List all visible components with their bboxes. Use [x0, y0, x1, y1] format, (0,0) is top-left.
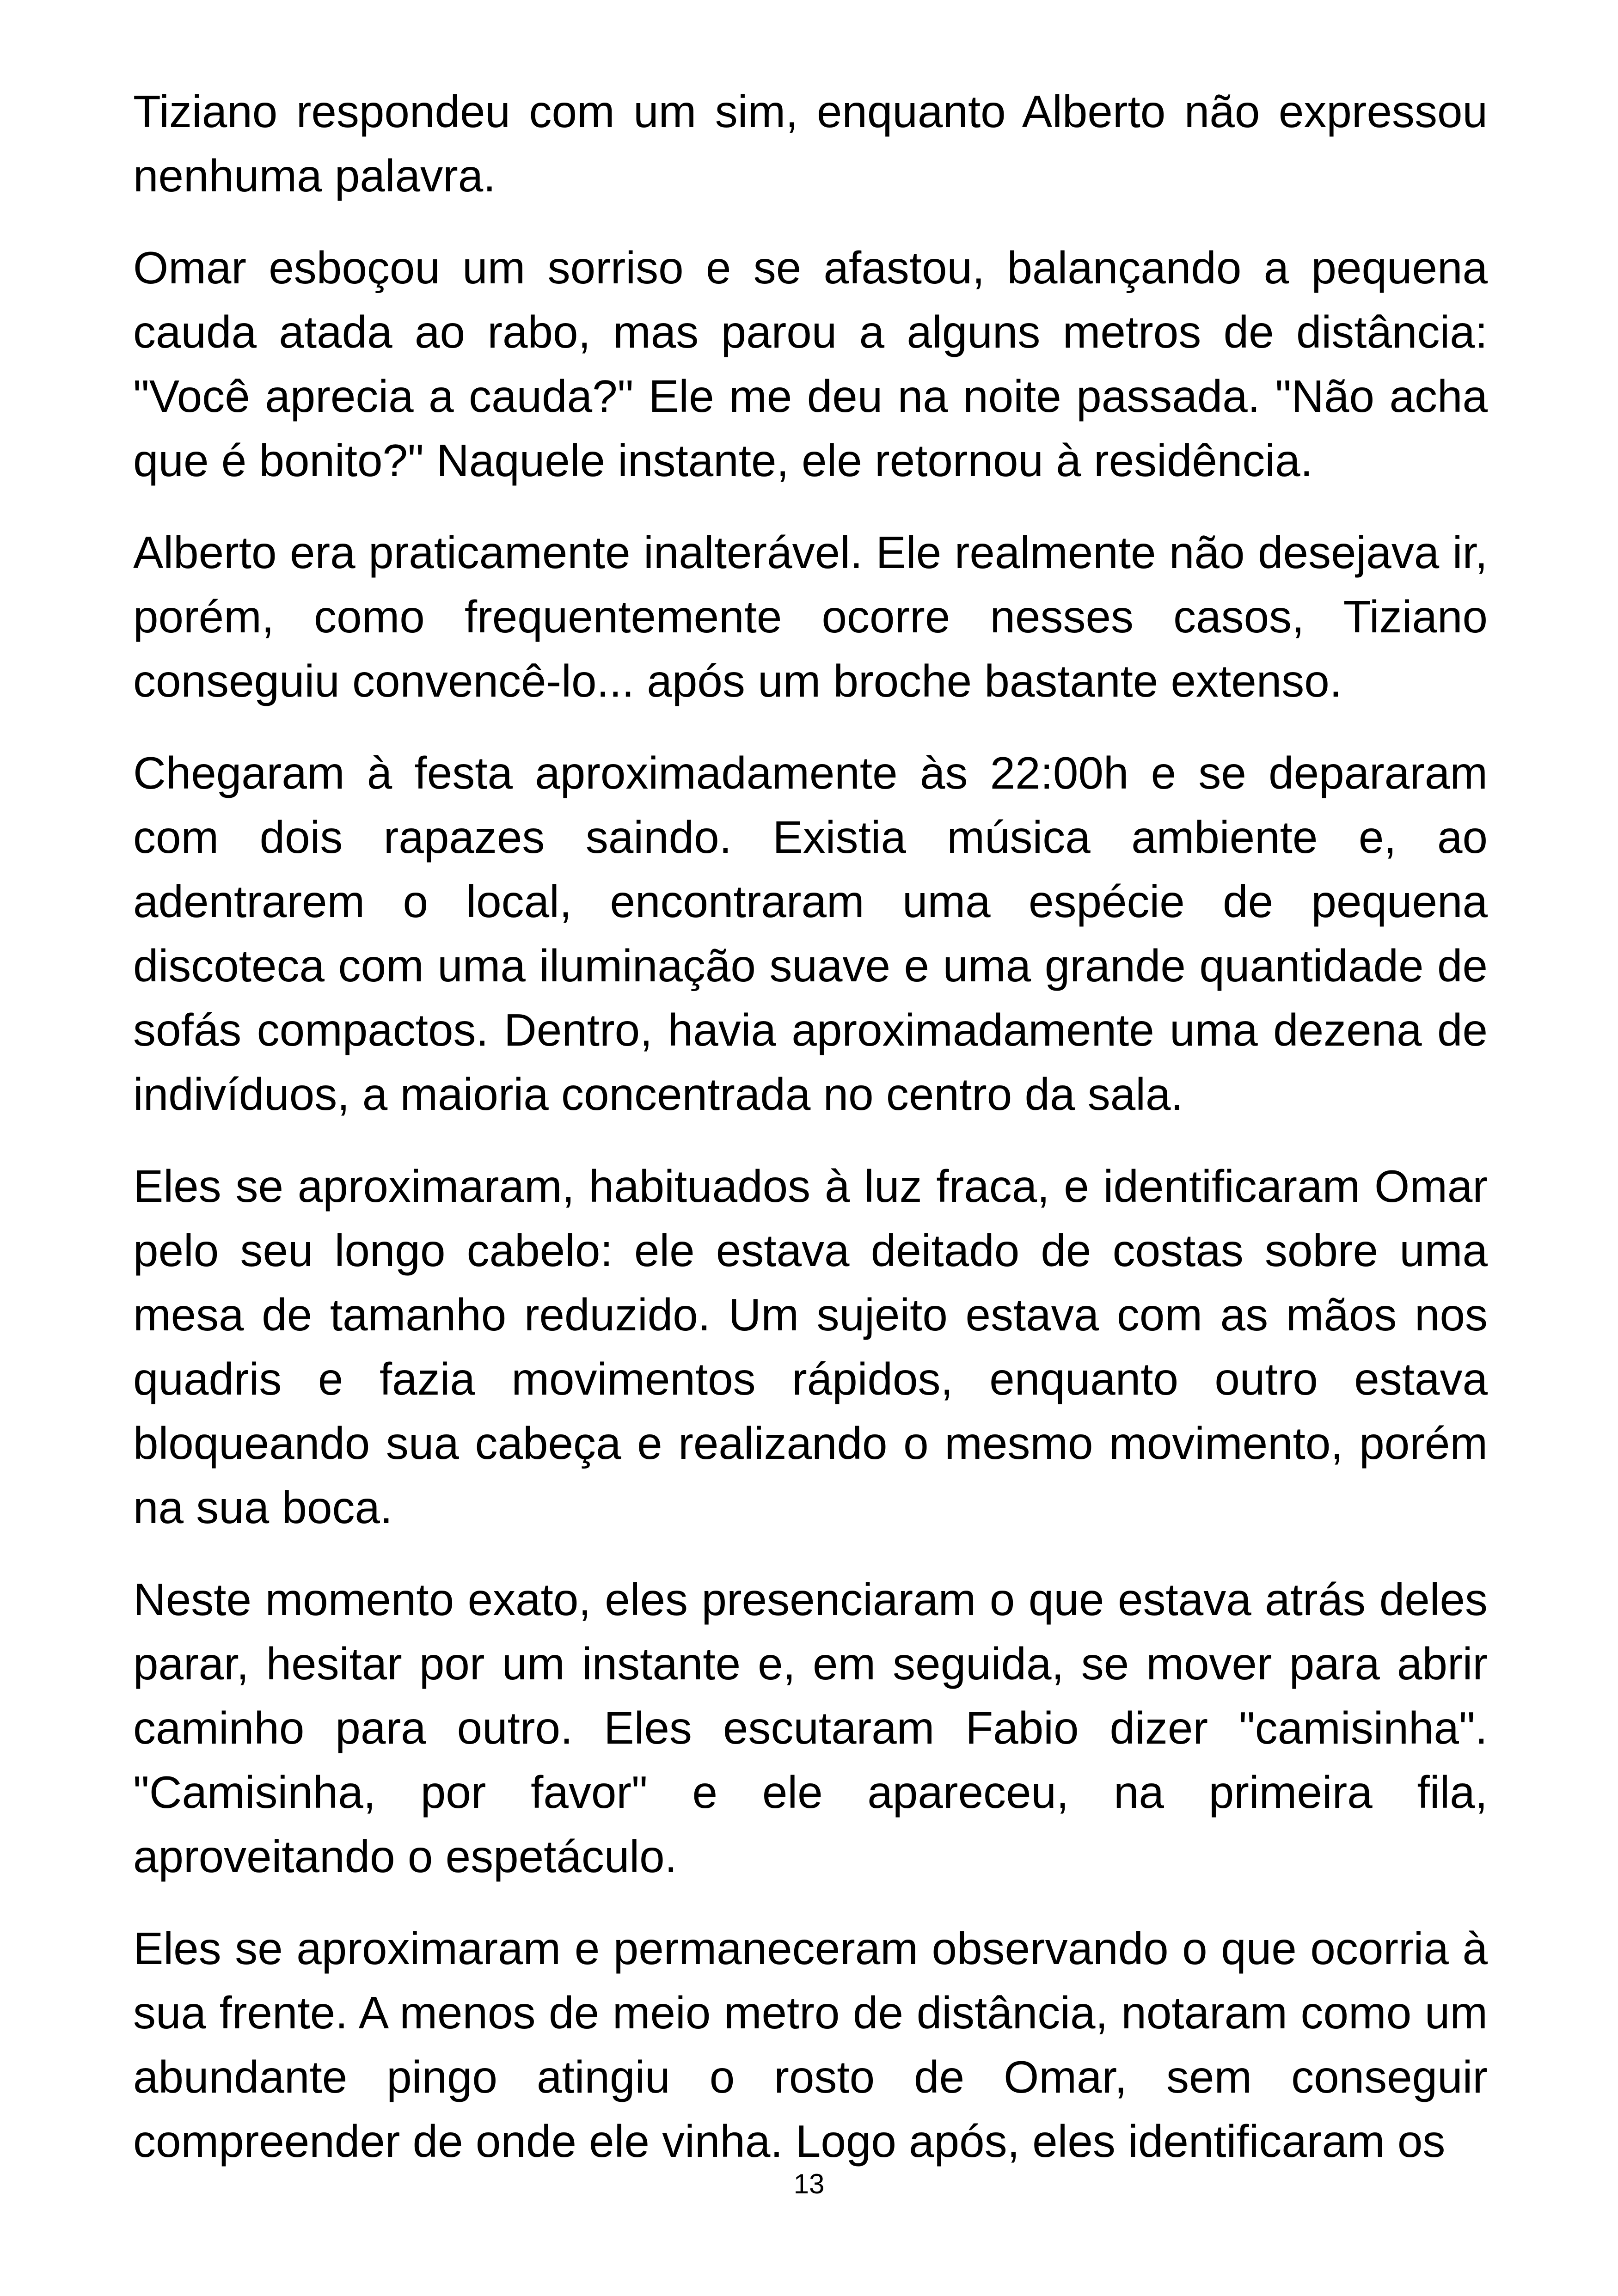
paragraph: Eles se aproximaram, habituados à luz fraca, e identificaram Omar pelo seu longo cabelo: ele estava deitado de costas sobre uma mesa de tamanho reduzido. Um sujeito estava com as mãos nos quadris e fazia movimentos rápidos, enquanto outro estava bloqueando sua cabeça e realizando o mesmo movimento, porém na sua boca.: [133, 1161, 1488, 1533]
paragraph: Omar esboçou um sorriso e se afastou, balançando a pequena cauda atada ao rabo, mas parou a alguns metros de distância: "Você aprecia a cauda?" Ele me deu na noite passada. "Não acha que é bonito?" Naquele instante, ele retornou à residência.: [133, 242, 1488, 486]
paragraph: Tiziano respondeu com um sim, enquanto Alberto não expressou nenhuma palavra.: [133, 86, 1488, 201]
body-text: [133, 80, 1488, 2201]
paragraph: Neste momento exato, eles presenciaram o que estava atrás deles parar, hesitar por um instante e, em seguida, se mover para abrir caminho para outro. Eles escutaram Fabio dizer "camisinha". "Camisinha, por favor" e ele apareceu, na primeira fila, aproveitando o espetáculo.: [133, 1574, 1488, 1882]
page-number: 13: [793, 2168, 825, 2199]
paragraph: Eles se aproximaram e permaneceram observando o que ocorria à sua frente. A menos de meio metro de distância, notaram como um abundante pingo atingiu o rosto de Omar, sem conseguir compreender de onde ele vinha. Logo após, eles identificaram os: [133, 1923, 1488, 2167]
paragraph: Alberto era praticamente inalterável. Ele realmente não desejava ir, porém, como frequentemente ocorre nesses casos, Tiziano conseguiu convencê-lo... após um broche bastante extenso.: [133, 527, 1488, 706]
paragraph: Chegaram à festa aproximadamente às 22:00h e se depararam com dois rapazes saindo. Existia música ambiente e, ao adentrarem o local, encontraram uma espécie de pequena discoteca com uma iluminação suave e uma grande quantidade de sofás compactos. Dentro, havia aproximadamente uma dezena de indivíduos, a maioria concentrada no centro da sala.: [133, 747, 1488, 1120]
